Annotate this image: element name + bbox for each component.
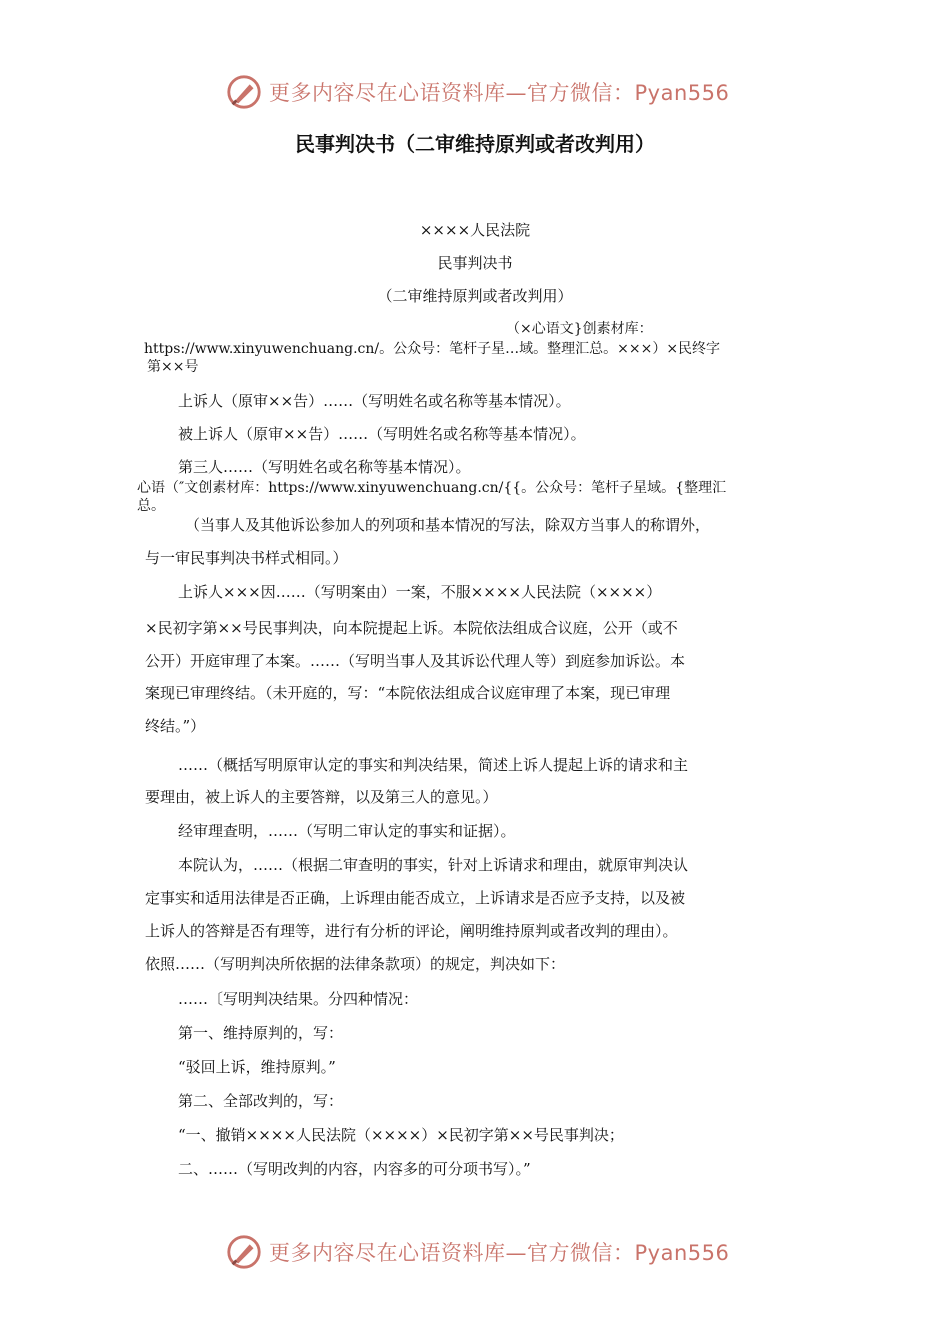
court-name: ××××人民法院 (419, 221, 531, 239)
paragraph-line: 本院认为，……（根据二审查明的事实，针对上诉请求和理由，就原审判决认 (178, 856, 689, 874)
party-third: 第三人……（写明姓名或名称等基本情况）。 (178, 458, 471, 476)
paragraph-line: 上诉人×××因……（写明案由）一案，不服××××人民法院（××××） (178, 583, 662, 601)
paragraph-line: “驳回上诉，维持原判。” (178, 1058, 336, 1076)
paragraph-line: “一、撤销××××人民法院（××××）×民初字第××号民事判决； (178, 1126, 624, 1144)
case-number-line: https://www.xinyuwenchuang.cn/。公众号：笔杆子星…域。整理汇总。×××）×民终字 (144, 341, 721, 357)
doc-name: 民事判决书 (437, 254, 513, 272)
paragraph-line: 依照……（写明判决所依据的法律条款项）的规定，判决如下： (145, 955, 566, 973)
paragraph-line: 上诉人的答辩是否有理等，进行有分析的评论，阐明维持原判或者改判的理由）。 (145, 922, 678, 940)
paragraph-line: ……〔写明判决结果。分四种情况： (178, 990, 419, 1008)
footer-banner (225, 1232, 729, 1272)
banner-text: 更多内容尽在心语资料库—官方微信：Pyan556 (269, 1241, 730, 1265)
paragraph-line: （当事人及其他诉讼参加人的列项和基本情况的写法，除双方当事人的称谓外， (185, 516, 711, 534)
paragraph-line: 要理由，被上诉人的主要答辩，以及第三人的意见。） (145, 788, 498, 806)
paragraph-line: 经审理查明，……（写明二审认定的事实和证据）。 (178, 822, 516, 840)
paragraph-line: 第一、维持原判的，写： (178, 1024, 344, 1042)
paragraph-line: 终结。”） (145, 717, 206, 735)
pen-logo-icon (225, 1233, 263, 1271)
header-banner (225, 72, 729, 112)
paragraph-line: 与一审民事判决书样式相同。） (145, 549, 348, 567)
watermark-line: 心语（″文创素材库：https://www.xinyuwenchuang.cn/{{。公众号：笔杆子星域。{整理汇 (137, 480, 727, 496)
party-appellant: 上诉人（原审××告）……（写明姓名或名称等基本情况）。 (178, 392, 571, 410)
paragraph-line: ……（概括写明原审认定的事实和判决结果，简述上诉人提起上诉的请求和主 (178, 756, 689, 774)
paragraph-line: 案现已审理终结。（未开庭的，写：“本院依法组成合议庭审理了本案，现已审理 (145, 684, 671, 702)
party-appellee: 被上诉人（原审××告）……（写明姓名或名称等基本情况）。 (178, 425, 586, 443)
pen-logo-icon (225, 73, 263, 111)
paragraph-line: ×民初字第××号民事判决，向本院提起上诉。本院依法组成合议庭，公开（或不 (145, 619, 678, 637)
banner-text: 更多内容尽在心语资料库—官方微信：Pyan556 (269, 81, 730, 105)
case-number-line: 第××号 (147, 359, 199, 375)
page-title: 民事判决书（二审维持原判或者改判用） (295, 132, 655, 156)
paragraph-line: 公开）开庭审理了本案。……（写明当事人及其诉讼代理人等）到庭参加诉讼。本 (145, 652, 686, 670)
paragraph-line: 第二、全部改判的，写： (178, 1092, 344, 1110)
doc-subtitle: （二审维持原判或者改判用） (377, 287, 573, 305)
paragraph-line: 二、……（写明改判的内容，内容多的可分项书写）。” (178, 1160, 531, 1178)
watermark-line: 总。 (137, 498, 165, 514)
watermark-line: （×心语文}创素材库： (506, 321, 653, 337)
paragraph-line: 定事实和适用法律是否正确，上诉理由能否成立，上诉请求是否应予支持，以及被 (145, 889, 686, 907)
